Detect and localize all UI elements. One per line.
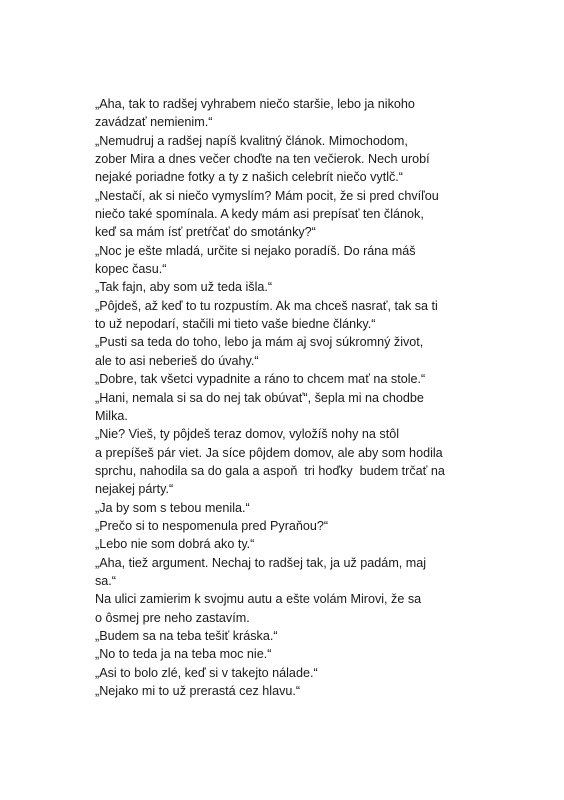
paragraph-9: „Hani, nemala si sa do nej tak obúvať“, šepla mi na chodbe Milka. [95, 390, 424, 423]
paragraph-10: „Nie? Vieš, ty pôjdeš teraz domov, vyložíš nohy na stôl a prepíšeš pár viet. Ja síce pôjdem domov, ale aby som hodila sprchu, nahodila sa do gala a aspoň tri hoďky budem trčať na nejakej párty.“ [95, 427, 445, 497]
paragraph-8: „Dobre, tak všetci vypadnite a ráno to chcem mať na stole.“ [95, 372, 426, 387]
paragraph-18: „Asi to bolo zlé, keď si v takejto nálade.“ [95, 665, 318, 680]
paragraph-1: „Aha, tak to radšej vyhrabem niečo staršie, lebo ja nikoho zavádzať nemienim.“ [95, 97, 415, 130]
paragraph-7: „Pusti sa teda do toho, lebo ja mám aj svoj súkromný život, ale to asi neberieš do úvahy.“ [95, 335, 424, 368]
paragraph-11: „Ja by som s tebou menila.“ [95, 500, 250, 515]
paragraph-2: „Nemudruj a radšej napíš kvalitný článok. Mimochodom, zober Mira a dnes večer choďte na ten večierok. Nech urobí nejaké poriadne fotky a ty z našich celebrít niečo vytlč.“ [95, 133, 430, 185]
paragraph-12: „Prečo si to nespomenula pred Pyraňou?“ [95, 518, 329, 533]
paragraph-3: „Nestačí, ak si niečo vymyslím? Mám pocit, že si pred chvíľou niečo také spomínala. A kedy mám asi prepísať ten článok, keď sa mám ísť pretŕčať do smotánky?“ [95, 188, 439, 240]
paragraph-16: „Budem sa na teba tešiť kráska.“ [95, 628, 278, 643]
paragraph-6: „Pôjdeš, až keď to tu rozpustím. Ak ma chceš nasrať, tak sa ti to už nepodarí, stačili mi tieto vaše biedne články.“ [95, 298, 438, 332]
paragraph-4: „Noc je ešte mladá, určite si nejako poradíš. Do rána máš kopec času.“ [95, 243, 416, 277]
paragraph-13: „Lebo nie som dobrá ako ty.“ [95, 537, 255, 552]
paragraph-14: „Aha, tiež argument. Nechaj to radšej tak, ja už padám, maj sa.“ [95, 555, 427, 588]
paragraph-17: „No to teda ja na teba moc nie.“ [95, 647, 272, 662]
paragraph-15: Na ulici zamierim k svojmu autu a ešte volám Mirovi, že sa o ôsmej pre neho zastavím. [95, 592, 422, 625]
paragraph-5: „Tak fajn, aby som už teda išla.“ [95, 280, 273, 295]
paragraph-19: „Nejako mi to už prerastá cez hlavu.“ [95, 684, 301, 698]
document-body [95, 95, 485, 700]
